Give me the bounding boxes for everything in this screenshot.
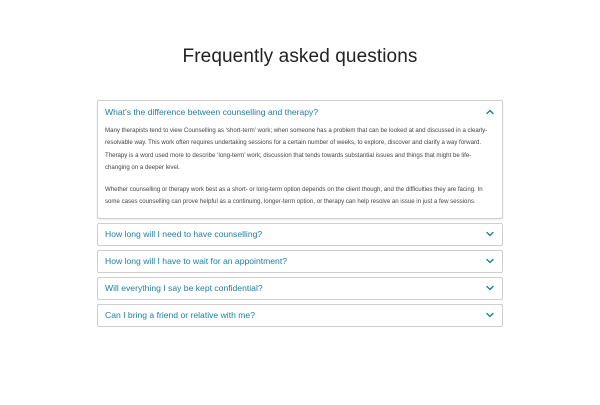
faq-item-how-long-counselling[interactable] [97,223,503,246]
chevron-down-icon[interactable] [485,256,495,266]
faq-item-expanded [97,100,503,219]
faq-header-difference[interactable] [98,101,502,123]
page-title: Frequently asked questions [182,46,418,67]
faq-accordion [97,100,503,331]
faq-question: How long will I need to have counselling? [105,229,263,240]
chevron-down-icon[interactable] [485,229,495,239]
faq-answer-paragraph: Whether counselling or therapy work best as a short- or long-term option depends on the client though, and the difficulties they are facing. In some cases counselling can prove helpful as a continuing, longer-term option, or therapy can help resolve an issue in just a few sessions. [105,186,483,206]
chevron-down-icon[interactable] [485,310,495,320]
faq-question: How long will I have to wait for an appointment? [105,256,288,267]
faq-question: What's the difference between counselling and therapy? [105,107,319,117]
faq-header[interactable] [98,224,502,245]
faq-answer [98,123,502,218]
chevron-up-icon[interactable] [485,107,495,117]
faq-header[interactable] [98,305,502,326]
faq-item-bring-friend[interactable] [97,304,503,327]
faq-question: Will everything I say be kept confidential? [105,283,263,294]
faq-item-confidential[interactable] [97,277,503,300]
faq-header[interactable] [98,251,502,272]
faq-header[interactable] [98,278,502,299]
faq-question: Can I bring a friend or relative with me? [105,310,255,321]
faq-answer-paragraph: Many therapists tend to view Counselling as ‘short-term’ work; when someone has a problem that can be looked at and discussed in a clearly-resolvable way. This work often requires undertaking sessions for a certain number of weeks, to explore, discover and clarify a way forward. Therapy is a word used more to describe ‘long-term’ work; discussion that tends towards substantial issues and things that might be life-changing on a deeper level. [105,127,488,171]
faq-item-wait-appointment[interactable] [97,250,503,273]
chevron-down-icon[interactable] [485,283,495,293]
